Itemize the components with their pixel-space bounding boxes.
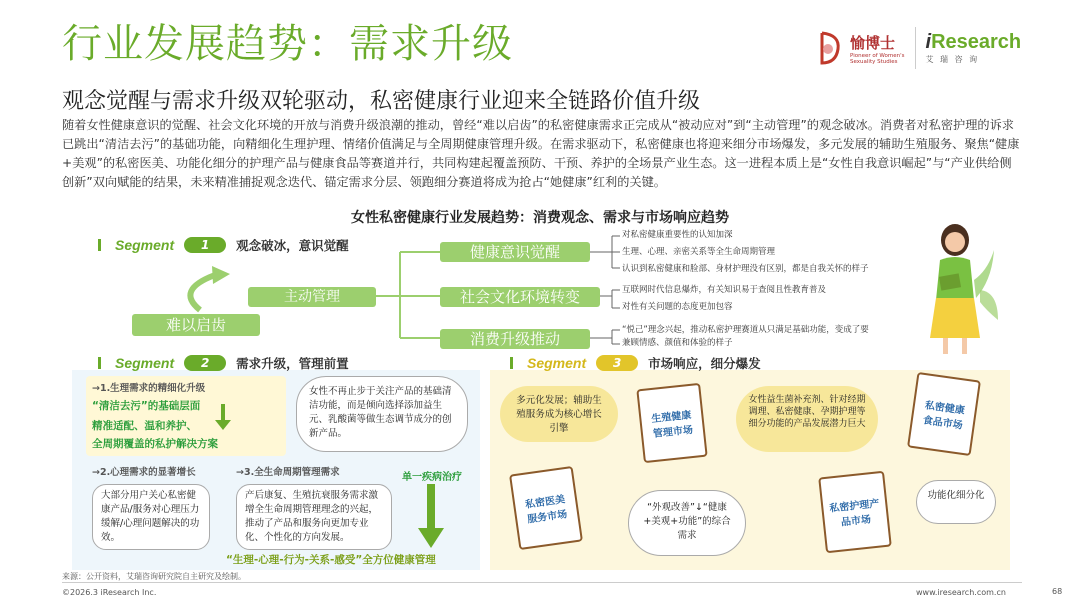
card-1-text: 生殖健康管理市场 <box>650 409 694 441</box>
note-4: 互联网时代信息爆炸，有关知识易于查阅且性教育普及 <box>622 285 827 295</box>
box-jiankang-yishi: 健康意识觉醒 <box>440 242 590 262</box>
bottom-label: “生理-心理-行为-关系-感受”全方位健康管理 <box>226 554 436 566</box>
segment-2-marker <box>98 357 101 369</box>
segment-3-word: Segment <box>527 355 587 371</box>
down-arrow-icon <box>416 484 446 550</box>
card-2 <box>907 372 981 456</box>
segment-3-header <box>510 354 761 372</box>
page-subtitle: 观念觉醒与需求升级双轮驱动，私密健康行业迎来全链路价值升级 <box>62 89 701 114</box>
segment-1-word: Segment <box>115 237 175 253</box>
segment-1-num: 1 <box>184 237 226 253</box>
source-note: 来源：公开资料，艾瑞咨询研究院自主研究及绘制。 <box>62 572 246 581</box>
note-3: 认识到私密健康和脸部、身材护理没有区别，都是自我关怀的样子 <box>622 264 869 274</box>
item-1-head: →1.生理需求的精细化升级 <box>92 383 206 394</box>
cloud-1: 女性不再止步于关注产品的基础清洁功能，而是倾向选择添加益生元、乳酸菌等做生态调节成分的创新产品。 <box>296 376 468 452</box>
segment-2-header <box>98 354 349 372</box>
iresearch-prefix: i <box>925 31 932 53</box>
yuboshi-tagline-2: Sexuality Studies <box>850 58 898 65</box>
yuboshi-tagline-1: Pioneer of Women's <box>850 52 905 59</box>
segment-2-num: 2 <box>184 355 226 371</box>
yuboshi-name: 愉博士 <box>850 33 896 52</box>
box-shehui-wenhua: 社会文化环境转变 <box>440 287 600 307</box>
item-3-head: →3.全生命周期管理需求 <box>236 467 340 478</box>
note-2: 生理、心理、亲密关系等全生命周期管理 <box>622 247 776 257</box>
bubble-3: “外观改善”↓“健康+美观+功能”的综合需求 <box>628 490 746 556</box>
box-nanyiqichi: 难以启齿 <box>132 314 260 336</box>
card-1 <box>636 383 707 463</box>
footer-divider <box>62 582 1022 583</box>
note-7: 兼顾情感、颜值和体验的样子 <box>622 338 733 348</box>
segment-3-label: 市场响应，细分爆发 <box>648 356 761 371</box>
card-3 <box>509 466 583 550</box>
bubble-1: 多元化发展；辅助生殖服务成为核心增长引擎 <box>500 386 618 442</box>
note-1: 对私密健康重要性的认知加深 <box>622 230 733 240</box>
item-2-head: →2.心理需求的显著增长 <box>92 467 196 478</box>
page-title: 行业发展趋势：需求升级 <box>62 21 513 67</box>
box-xiaofei-shengji: 消费升级推动 <box>440 329 590 349</box>
arrow-label: 单一疾病治疗 <box>402 472 462 483</box>
bubble-4: 功能化细分化 <box>916 480 996 524</box>
iresearch-cn: 艾 瑞 咨 询 <box>925 55 980 64</box>
card-3-text: 私密医美服务市场 <box>524 494 568 526</box>
bubble-2: 女性益生菌补充剂、针对经期调理、私密健康、孕期护理等细分功能的产品发展潜力巨大 <box>736 386 878 452</box>
card-4 <box>818 471 892 553</box>
card-2-text: 私密健康食品市场 <box>922 400 966 432</box>
intro-paragraph: 随着女性健康意识的觉醒、社会文化环境的开放与消费升级浪潮的推动，曾经“难以启齿”的私密健康需求正完成从“被动应对”到“主动管理”的观念破冰。消费者对私密护理的诉求已跳出“清洁去污”的基础功能，向精细化生理护理、情绪价值满足与全周期健康管理升级。在需求驱动下，私密健康也将迎来细分市场爆发，多元发展的辅助生殖服务、聚焦“健康+美观”的私密医美、功能化细分的护理产品与健康食品等赛道并行，共同构建起覆盖预防、干预、养护的全场景产业生态。这一进程本质上是“女性自我意识崛起”与“产业供给侧创新”双向赋能的结果，未来精准捕捉观念迭代、锚定需求分层、领跑细分赛道将成为抢占“她健康”红利的关键。 <box>62 118 1020 189</box>
segment-3-marker <box>510 357 513 369</box>
iresearch-name: Research <box>931 31 1022 53</box>
note-5: 对性有关问题的态度更加包容 <box>622 302 733 312</box>
item-1-c: 全周期覆盖的私护解决方案 <box>92 438 218 450</box>
copyright: ©2026.3 iResearch Inc. <box>62 588 157 597</box>
item-1-a: “清洁去污”的基础层面 <box>92 400 201 412</box>
woman-illustration <box>910 220 1000 360</box>
segment-2-label: 需求升级，管理前置 <box>236 356 349 371</box>
item-2-body: 大部分用户关心私密健康产品/服务对心理压力缓解/心理问题解决的功效。 <box>92 484 210 550</box>
item-3-body: 产后康复、生殖抗衰服务需求激增全生命周期管理理念的兴起，推动了产品和服务向更加专业化、个性化的方向发展。 <box>236 484 392 550</box>
page-number: 68 <box>1052 587 1063 596</box>
segment-1-label: 观念破冰，意识觉醒 <box>236 238 349 253</box>
card-4-text: 私密护理产品市场 <box>828 498 880 529</box>
item-1-b: 精准适配、温和养护、 <box>92 420 197 432</box>
diagram-title: 女性私密健康行业发展趋势：消费观念、需求与市场响应趋势 <box>351 210 729 226</box>
segment-2-word: Segment <box>115 355 175 371</box>
note-6: “悦己”理念兴起，推动私密护理赛道从只满足基础功能，变成了要 <box>622 325 869 335</box>
item-1-arrow-icon <box>210 402 236 432</box>
box-zhudong-guanli: 主动管理 <box>248 287 376 307</box>
segment-3-num: 3 <box>596 355 638 371</box>
website: www.iresearch.com.cn <box>916 588 1006 597</box>
